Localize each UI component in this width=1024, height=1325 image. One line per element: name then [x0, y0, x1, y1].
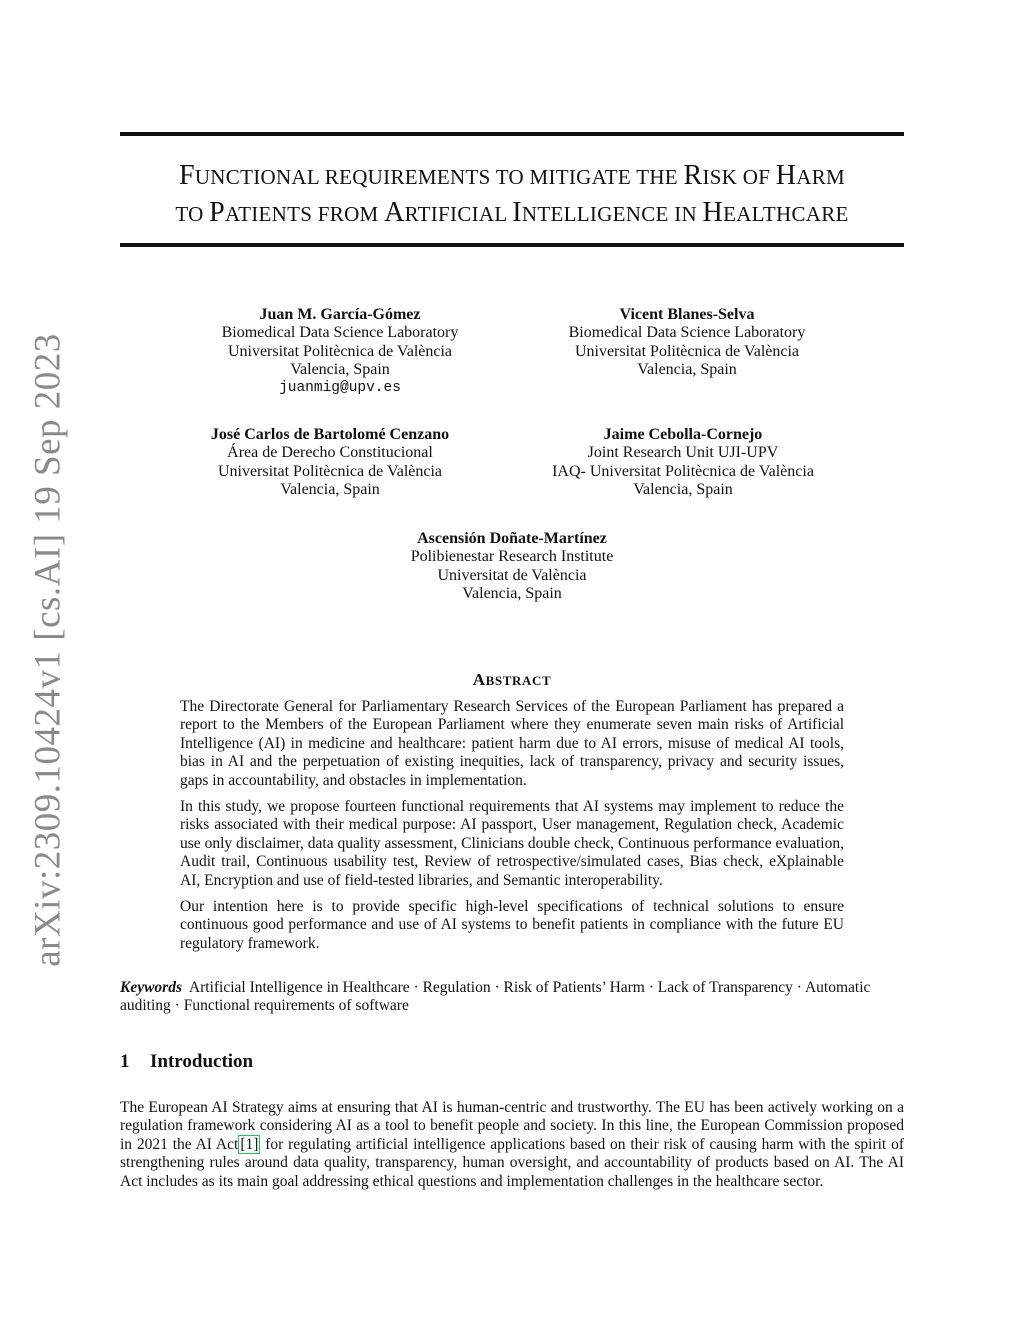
- author-location: Valencia, Spain: [290, 360, 390, 378]
- author-affiliation: Joint Research Unit UJI-UPV: [587, 444, 779, 462]
- author-name: Vicent Blanes-Selva: [619, 306, 755, 323]
- abstract-paragraph: The Directorate General for Parliamentary Research Services of the European Parliament has prepared a report to the Members of the European Parliament where they enumerate seven main risks of Artificial Intelligence (AI) in medicine and healthcare: patient harm due to AI errors, misuse of medical AI tools, bias in AI and the perpetuation of existing inequities, lack of transparency, privacy and security issues, gaps in accountability, and obstacles in implementation.: [180, 698, 844, 789]
- title-text: NTELLIGENCE IN: [521, 202, 703, 226]
- author-affiliation: Universitat Politècnica de València: [574, 342, 800, 360]
- author-affiliation: Universitat Politècnica de València: [217, 462, 443, 480]
- author-block: [180, 306, 500, 397]
- title-text: ARM: [796, 165, 846, 189]
- arxiv-stamp: arXiv:2309.10424v1 [cs.AI] 19 Sep 2023: [27, 333, 69, 967]
- author-block: [170, 426, 490, 499]
- author-affiliation: Universitat de València: [437, 566, 587, 584]
- author-name: Ascensión Doñate-Martínez: [417, 530, 607, 547]
- author-block: [527, 306, 847, 379]
- keywords: [120, 979, 904, 1016]
- title-text: RTIFICIAL: [404, 202, 513, 226]
- intro-paragraph: The European AI Strategy aims at ensuring that AI is human-centric and trustworthy. The EU has been actively working on a regulation framework considering AI as a tool to benefit people and society. In this line, the European Commission proposed in 2021 the AI Act [1] for regulating artificial intelligence applications based on their risk of causing harm with the spirit of strengthening rules around data quality, transparency, human oversight, and accountability of products based on AI. The AI Act includes as its main goal addressing ethical questions and implementation challenges in the healthcare sector.: [120, 1099, 904, 1190]
- title-text: P: [209, 197, 225, 228]
- section-heading: [120, 1051, 253, 1073]
- abstract-paragraph: Our intention here is to provide specific high-level specifications of technical solutions to ensure continuous good performance and use of AI systems to benefit patients in compliance with the future EU regulatory framework.: [180, 898, 844, 952]
- title-rule-bottom: [120, 243, 904, 247]
- author-name: Juan M. García-Gómez: [259, 306, 421, 323]
- abstract-paragraph: In this study, we propose fourteen functional requirements that AI systems may implement to reduce the risks associated with their medical purpose: AI passport, User management, Regulation check, Academic use only disclaimer, data quality assessment, Clinicians double check, Continuous performance evaluation, Audit trail, Continuous usability test, Review of retrospective/simulated cases, Bias check, eXplainable AI, Encryption and use of field-tested libraries, and Semantic interoperability.: [180, 798, 844, 889]
- title-text: R: [683, 160, 703, 191]
- author-location: Valencia, Spain: [462, 584, 562, 602]
- title-text: EALTHCARE: [723, 202, 849, 226]
- title-text: H: [702, 197, 724, 228]
- title-text: I: [512, 197, 522, 228]
- author-affiliation: Área de Derecho Constitucional: [227, 444, 433, 462]
- author-affiliation: Universitat Politècnica de València: [227, 342, 453, 360]
- keywords-label: Keywords: [120, 979, 182, 996]
- author-location: Valencia, Spain: [637, 360, 737, 378]
- title-text: ISK OF: [702, 165, 776, 189]
- title-text: TO: [175, 202, 210, 226]
- section-title: Introduction: [150, 1051, 254, 1072]
- title-line-1: [120, 158, 904, 195]
- paper-title: [120, 158, 904, 232]
- keywords-list: Artificial Intelligence in Healthcare · Regulation · Risk of Patients’ Harm · Lack of Transparency · Automatic auditing · Functional requirements of software: [120, 979, 871, 1015]
- author-name: Jaime Cebolla-Cornejo: [603, 426, 763, 443]
- citation-link[interactable]: [1]: [240, 1135, 259, 1153]
- author-affiliation: IAQ- Universitat Politècnica de València: [552, 462, 814, 480]
- title-line-2: [120, 195, 904, 232]
- title-text: A: [384, 197, 405, 228]
- author-location: Valencia, Spain: [633, 480, 733, 498]
- author-block: [523, 426, 843, 499]
- section-number: 1: [120, 1051, 130, 1072]
- title-text: H: [775, 160, 797, 191]
- author-location: Valencia, Spain: [280, 480, 380, 498]
- title-text: ATIENTS FROM: [224, 202, 385, 226]
- title-rule-top: [120, 132, 904, 136]
- title-text: F: [178, 160, 195, 191]
- abstract-body: [180, 698, 844, 961]
- author-affiliation: Biomedical Data Science Laboratory: [221, 324, 459, 342]
- author-name: José Carlos de Bartolomé Cenzano: [210, 426, 450, 443]
- author-email[interactable]: juanmig@upv.es: [279, 380, 401, 397]
- abstract-heading: ABSTRACT: [472, 670, 552, 689]
- author-affiliation: Polibienestar Research Institute: [410, 548, 614, 566]
- author-affiliation: Biomedical Data Science Laboratory: [568, 324, 806, 342]
- author-block: [352, 530, 672, 603]
- title-text: UNCTIONAL REQUIREMENTS TO MITIGATE THE: [194, 165, 684, 189]
